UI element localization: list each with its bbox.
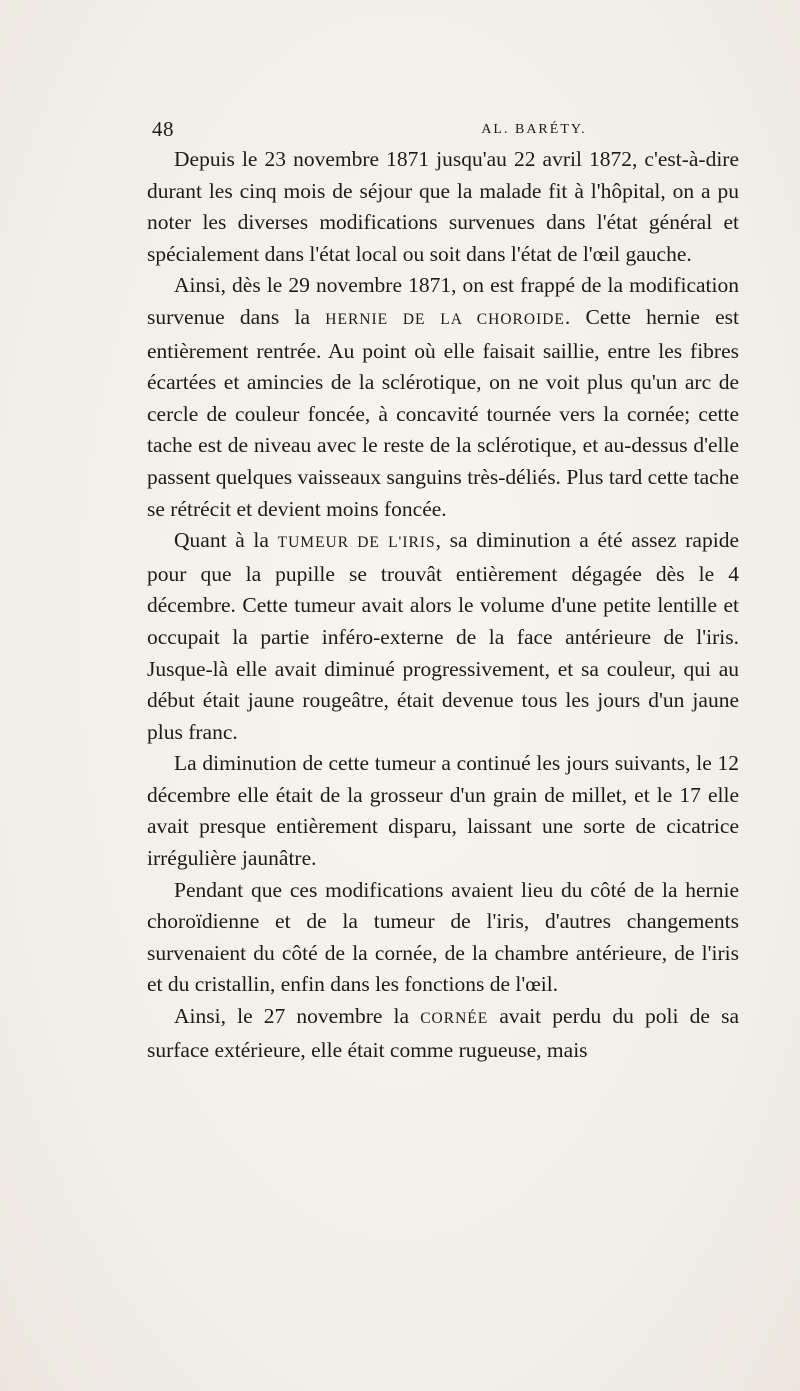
paragraph-text: avait perdu du poli de sa surface extérieure, elle était comme rugueuse, mais [147, 1004, 739, 1062]
paragraph-5 [147, 875, 739, 1001]
page-number: 48 [152, 117, 174, 141]
paragraph-text: . Cette hernie est entièrement rentrée. Au point où elle faisait saillie, entre les fibres écartées et amincies de la sclérotique, on ne voit plus qu'un arc de cercle de couleur foncée, à concavité tournée vers la cornée; cette tache est de niveau avec le reste de la sclérotique, et au-dessus d'elle passent quelques vaisseaux sanguins très-déliés. Plus tard cette tache se rétrécit et devient moins foncée. [147, 304, 739, 521]
small-caps-term: TUMEUR DE L'IRIS [277, 534, 436, 552]
body-text [147, 144, 739, 1066]
paragraph-1 [147, 144, 739, 270]
page-header [152, 117, 736, 145]
paragraph-6 [147, 1001, 739, 1066]
paragraph-text: Ainsi, le 27 novembre la [174, 1004, 421, 1029]
paragraph-text: La diminution de cette tumeur a continué les jours suivants, le 12 décembre elle était de la grosseur d'un grain de millet, et le 17 elle avait presque entièrement disparu, laissant une sorte de cicatrice irrégulière jaunâtre. [147, 751, 739, 871]
small-caps-term: HERNIE DE LA CHOROIDE [325, 310, 565, 328]
paragraph-text: , sa diminution a été assez rapide pour que la pupille se trouvât entièrement dégagée dès le 4 décembre. Cette tumeur avait alors le volume d'une petite lentille et occupait la partie inféro-externe de la face antérieure de l'iris. Jusque-là elle avait diminué progressivement, et sa couleur, qui au début était jaune rougeâtre, était devenue tous les jours d'un jaune plus franc. [147, 528, 739, 744]
paragraph-text: Pendant que ces modifications avaient lieu du côté de la hernie choroïdienne et de la tumeur de l'iris, d'autres changements survenaient du côté de la cornée, de la chambre antérieure, de l'iris et du cristallin, enfin dans les fonctions de l'œil. [147, 877, 739, 997]
paragraph-text: Ainsi, dès le 29 novembre 1871, on est frappé de la modification survenue dans la [147, 273, 739, 329]
paragraph-text: Quant à la [174, 528, 278, 553]
paragraph-3 [147, 525, 739, 748]
running-head: AL. BARÉTY. [481, 122, 587, 137]
small-caps-term: CORNÉE [420, 1010, 489, 1028]
paragraph-2 [147, 270, 739, 525]
paragraph-text: Depuis le 23 novembre 1871 jusqu'au 22 avril 1872, c'est-à-dire durant les cinq mois de séjour que la malade fit à l'hôpital, on a pu noter les diverses modifications survenues dans l'état général et spécialement dans l'état local ou soit dans l'état de l'œil gauche. [147, 147, 739, 266]
paragraph-4 [147, 748, 739, 874]
